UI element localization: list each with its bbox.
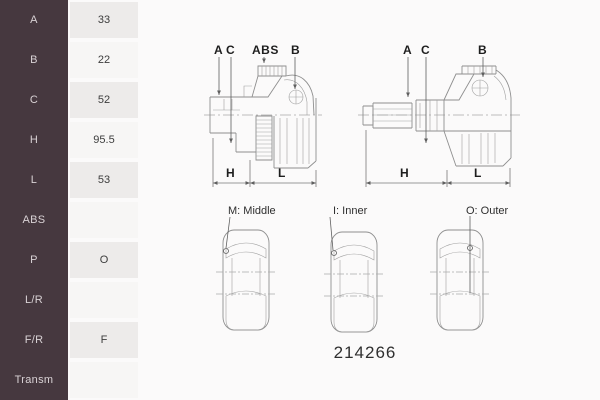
spec-value: 52 (70, 80, 138, 120)
dim-l-left: L (278, 166, 286, 180)
callout-a-left: A (214, 43, 224, 57)
dim-h-left: H (226, 166, 236, 180)
spec-value: 53 (70, 160, 138, 200)
spec-label: P (0, 240, 68, 280)
callout-c-left: C (226, 43, 236, 57)
spec-value: 95.5 (70, 120, 138, 160)
callout-abs-left: ABS (252, 43, 279, 57)
callout-a-right: A (403, 43, 413, 57)
spec-value: O (70, 240, 138, 280)
spec-value: F (70, 320, 138, 360)
part-number: 214266 (333, 343, 397, 362)
spec-label: L (0, 160, 68, 200)
spec-label: B (0, 40, 68, 80)
car-position-middle (216, 217, 276, 330)
spec-value: 22 (70, 40, 138, 80)
car-position-inner (324, 217, 384, 332)
position-label-inner: I: Inner (333, 205, 368, 217)
cv-joint-drawing-right (358, 57, 520, 187)
callout-b-right: B (478, 43, 488, 57)
spec-label: ABS (0, 200, 68, 240)
position-label-outer: O: Outer (466, 205, 509, 217)
dim-h-right: H (400, 166, 410, 180)
spec-label: H (0, 120, 68, 160)
spec-value: 33 (70, 0, 138, 40)
spec-label: F/R (0, 320, 68, 360)
spec-label: A (0, 0, 68, 40)
callout-b-left: B (291, 43, 301, 57)
callout-c-right: C (421, 43, 431, 57)
cv-joint-drawing-left (204, 57, 322, 187)
dim-l-right: L (474, 166, 482, 180)
spec-label: Transm (0, 360, 68, 400)
spec-label: C (0, 80, 68, 120)
position-label-middle: M: Middle (228, 205, 276, 217)
spec-label: L/R (0, 280, 68, 320)
car-position-outer (430, 216, 490, 330)
